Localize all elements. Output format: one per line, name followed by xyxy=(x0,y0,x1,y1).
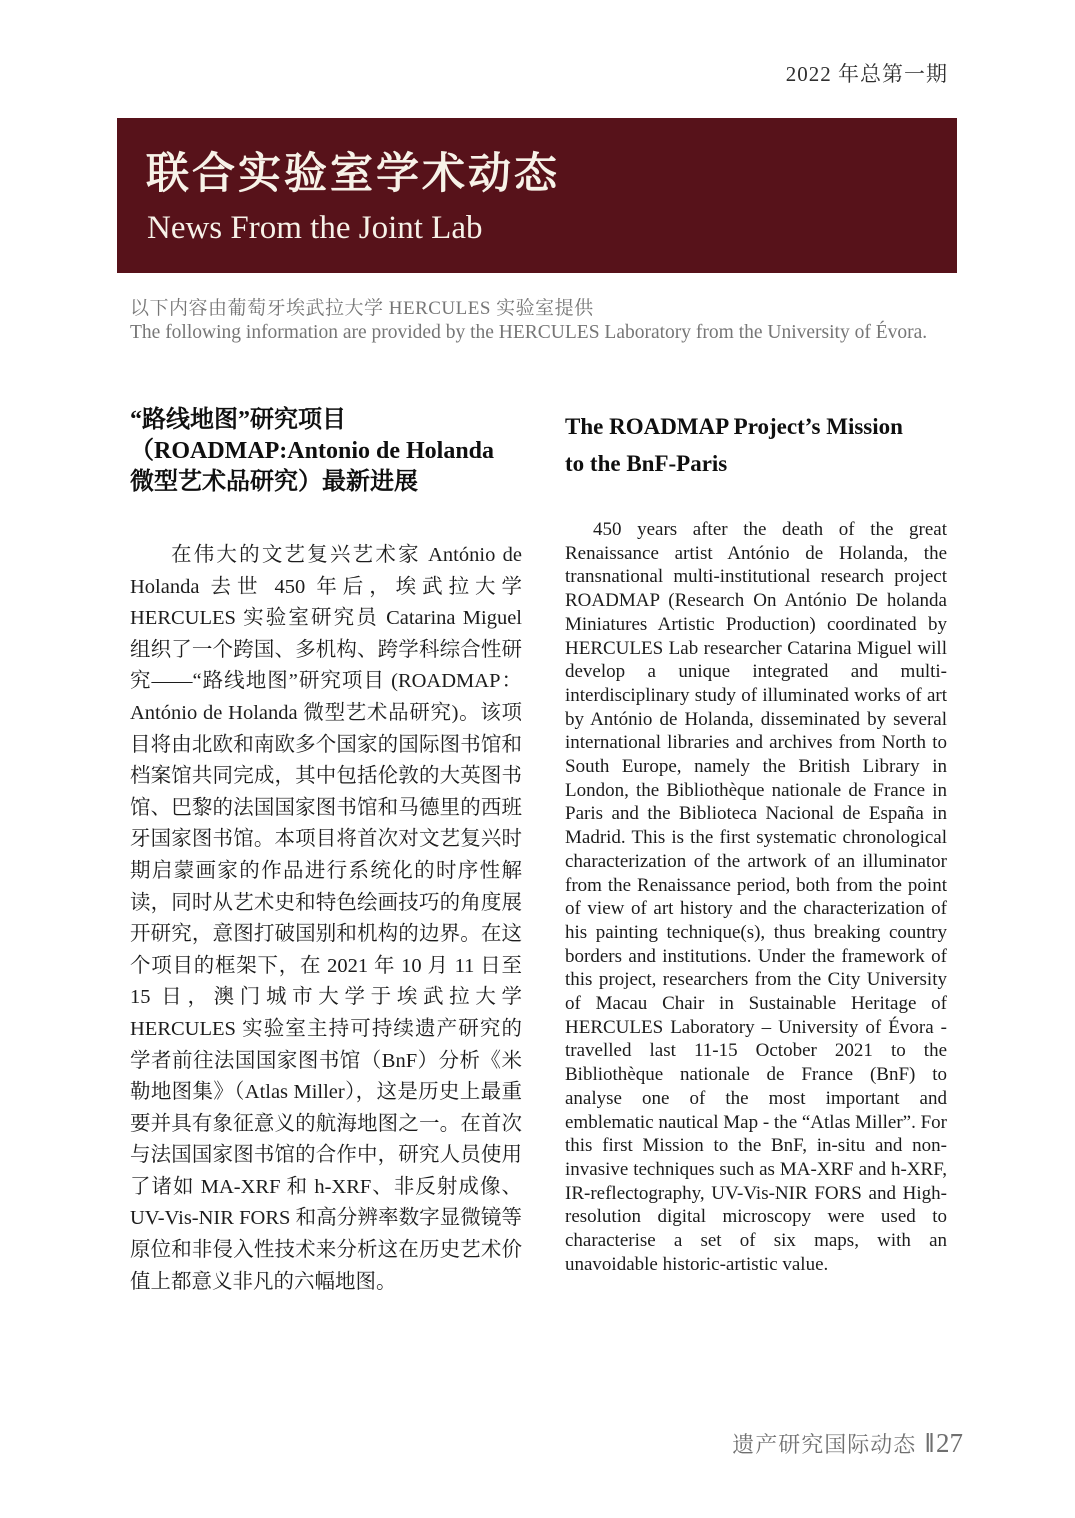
footer-separator: ‖ xyxy=(925,1428,934,1458)
banner-title-chinese: 联合实验室学术动态 xyxy=(146,151,560,198)
article-body-chinese: 在伟大的文艺复兴艺术家 António de Holanda 去世 450 年后，埃武拉大学 HERCULES 实验室研究员 Catarina Miguel 组织了一个跨国、多机构、跨学科综合性研究——“路线地图”研究项目 (ROADMAP：António de Holanda 微型艺术品研究)。该项目将由北欧和南欧多个国家的国际图书馆和档案馆共同完成，其中包括伦敦的大英图书馆、巴黎的法国国家图书馆和马德里的西班牙国家图书馆。本项目将首次对文艺复兴时期启蒙画家的作品进行系统化的时序性解读，同时从艺术史和特色绘画技巧的角度展开研究，意图打破国别和机构的边界。在这个项目的框架下，在 2021 年 10 月 11 日至 15 日，澳门城市大学于埃武拉大学 HERCULES 实验室主持可持续遗产研究的学者前往法国国家图书馆（BnF）分析《米勒地图集》（Atlas Miller），这是历史上最重要并具有象征意义的航海地图之一。在首次与法国国家图书馆的合作中，研究人员使用了诸如 MA-XRF 和 h-XRF、非反射成像、UV-Vis-NIR FORS 和高分辨率数字显微镜等原位和非侵入性技术来分析这在历史艺术价值上都意义非凡的六幅地图。 xyxy=(130,544,522,1293)
article-title-english: The ROADMAP Project’s Mission to the BnF-Paris xyxy=(565,414,903,476)
article-title-chinese-line-2: （ROADMAP:Antonio de Holanda xyxy=(130,438,495,464)
article-title-chinese-line-1: “路线地图”研究项目 xyxy=(130,407,346,433)
article-title-chinese xyxy=(130,405,522,498)
article-body-english: 450 years after the death of the great Renaissance artist António de Holanda, the transnational multi-institutional research project ROADMAP (Research On António De holanda Miniatures Artistic Production) coordinated by HERCULES Lab researcher Catarina Miguel will develop a unique integrated and multi-interdisciplinary study of illuminated works of art by António de Holanda, disseminated by several international libraries and archives from North to South Europe, namely the British Library in London, the Bibliothèque nationale de France in Paris and the Biblioteca Nacional de España in Madrid. This is the first systematic chronological characterization of the artwork of an illuminator from the Renaissance period, both from the point of view of art history and the characterization of his painting technique(s), thus breaking country borders and institutions. Under the framework of this project, researchers from the City University of Macau Chair in Sustainable Heritage of HERCULES Laboratory – University of Évora - travelled last 11-15 October 2021 to the Bibliothèque nationale de France (BnF) to analyse one of the most important and emblematic nautical Map - the “Atlas Miller”. For this first Mission to the BnF, in-situ and non-invasive techniques such as MA-XRF and h-XRF, IR-reflectography, UV-Vis-NIR FORS and High-resolution digital microscopy were used to characterise a set of six maps, with an unavoidable historic-artistic value. xyxy=(565,519,947,1275)
provider-note-english: The following information are provided by the HERCULES Laboratory from the University of Évora. xyxy=(130,322,928,343)
footer-section-label: 遗产研究国际动态 xyxy=(732,1432,917,1457)
provider-note-chinese: 以下内容由葡萄牙埃武拉大学 HERCULES 实验室提供 xyxy=(130,298,594,319)
page-footer xyxy=(732,1428,963,1459)
issue-label: 2022 年总第一期 xyxy=(785,62,948,86)
footer-page-number: 27 xyxy=(936,1428,963,1458)
article-column-english xyxy=(565,408,947,1277)
article-column-chinese xyxy=(130,405,522,1298)
banner-title-english: News From the Joint Lab xyxy=(147,210,483,246)
section-banner xyxy=(117,118,957,273)
article-title-chinese-line-3: 微型艺术品研究）最新进展 xyxy=(130,469,418,495)
